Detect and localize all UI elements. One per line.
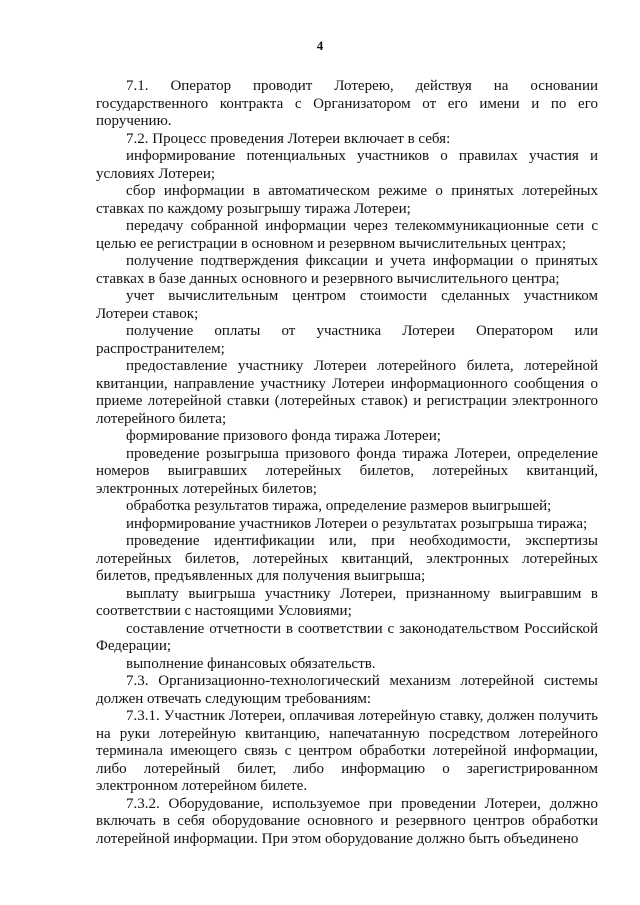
- list-item: выплату выигрыша участнику Лотереи, признанному выигравшим в соответствии с настоящими Условиями;: [96, 585, 598, 619]
- list-item: обработка результатов тиража, определение размеров выигрышей;: [126, 498, 552, 514]
- document-body: [96, 78, 598, 848]
- paragraph-7-1: 7.1. Оператор проводит Лотерею, действуя на основании государственного контракта с Организатором от его имени и по его поручению.: [96, 78, 598, 129]
- list-item: информирование участников Лотереи о результатах розыгрыша тиража;: [126, 515, 588, 532]
- list-item: получение оплаты от участника Лотереи Оператором или распространителем;: [96, 323, 598, 357]
- list-item: передачу собранной информации через телекоммуникационные сети с целью ее регистрации в основном и резервном вычислительных центрах;: [96, 218, 598, 252]
- paragraph-7-3-2: 7.3.2. Оборудование, используемое при проведении Лотереи, должно включать в себя оборудование основного и резервного центров обработки лотерейной информации. При этом оборудование должно быть объединено: [96, 795, 598, 847]
- paragraph-7-3: 7.3. Организационно-технологический механизм лотерейной системы должен отвечать следующим требованиям:: [96, 673, 598, 707]
- list-item: выполнение финансовых обязательств.: [126, 655, 376, 672]
- list-item: предоставление участнику Лотереи лотерейного билета, лотерейной квитанции, направление участнику Лотереи информационного сообщения о приеме лотерейной ставки (лотерейных ставок) и регистрации электронного лотерейного билета;: [96, 358, 598, 427]
- page-number: 4: [316, 38, 324, 53]
- list-item: проведение идентификации или, при необходимости, экспертизы лотерейных билетов, лотерейных квитанций, электронных лотерейных билетов, предъявленных для получения выигрыша;: [96, 533, 598, 584]
- list-item: учет вычислительным центром стоимости сделанных участником Лотереи ставок;: [96, 288, 598, 322]
- list-item: сбор информации в автоматическом режиме о принятых лотерейных ставках по каждому розыгрышу тиража Лотереи;: [96, 183, 598, 217]
- list-item: формирование призового фонда тиража Лотереи;: [126, 428, 441, 444]
- list-item: получение подтверждения фиксации и учета информации о принятых ставках в базе данных основного и резервного вычислительного центра;: [96, 253, 598, 287]
- paragraph-7-3-1: 7.3.1. Участник Лотереи, оплачивая лотерейную ставку, должен получить на руки лотерейную квитанцию, напечатанную посредством лотерейного терминала имеющего связь с центром обработки лотерейной информации, либо лотерейный билет, либо информацию о зарегистрированном электронном лотерейном билете.: [96, 708, 598, 794]
- list-item: проведение розыгрыша призового фонда тиража Лотереи, определение номеров выигравших лотерейных билетов, лотерейных квитанций, электронных лотерейных билетов;: [96, 445, 598, 497]
- list-item: информирование потенциальных участников о правилах участия и условиях Лотереи;: [96, 148, 598, 182]
- list-item: составление отчетности в соответствии с законодательством Российской Федерации;: [96, 620, 598, 654]
- paragraph-7-2: 7.2. Процесс проведения Лотереи включает в себя:: [126, 130, 451, 147]
